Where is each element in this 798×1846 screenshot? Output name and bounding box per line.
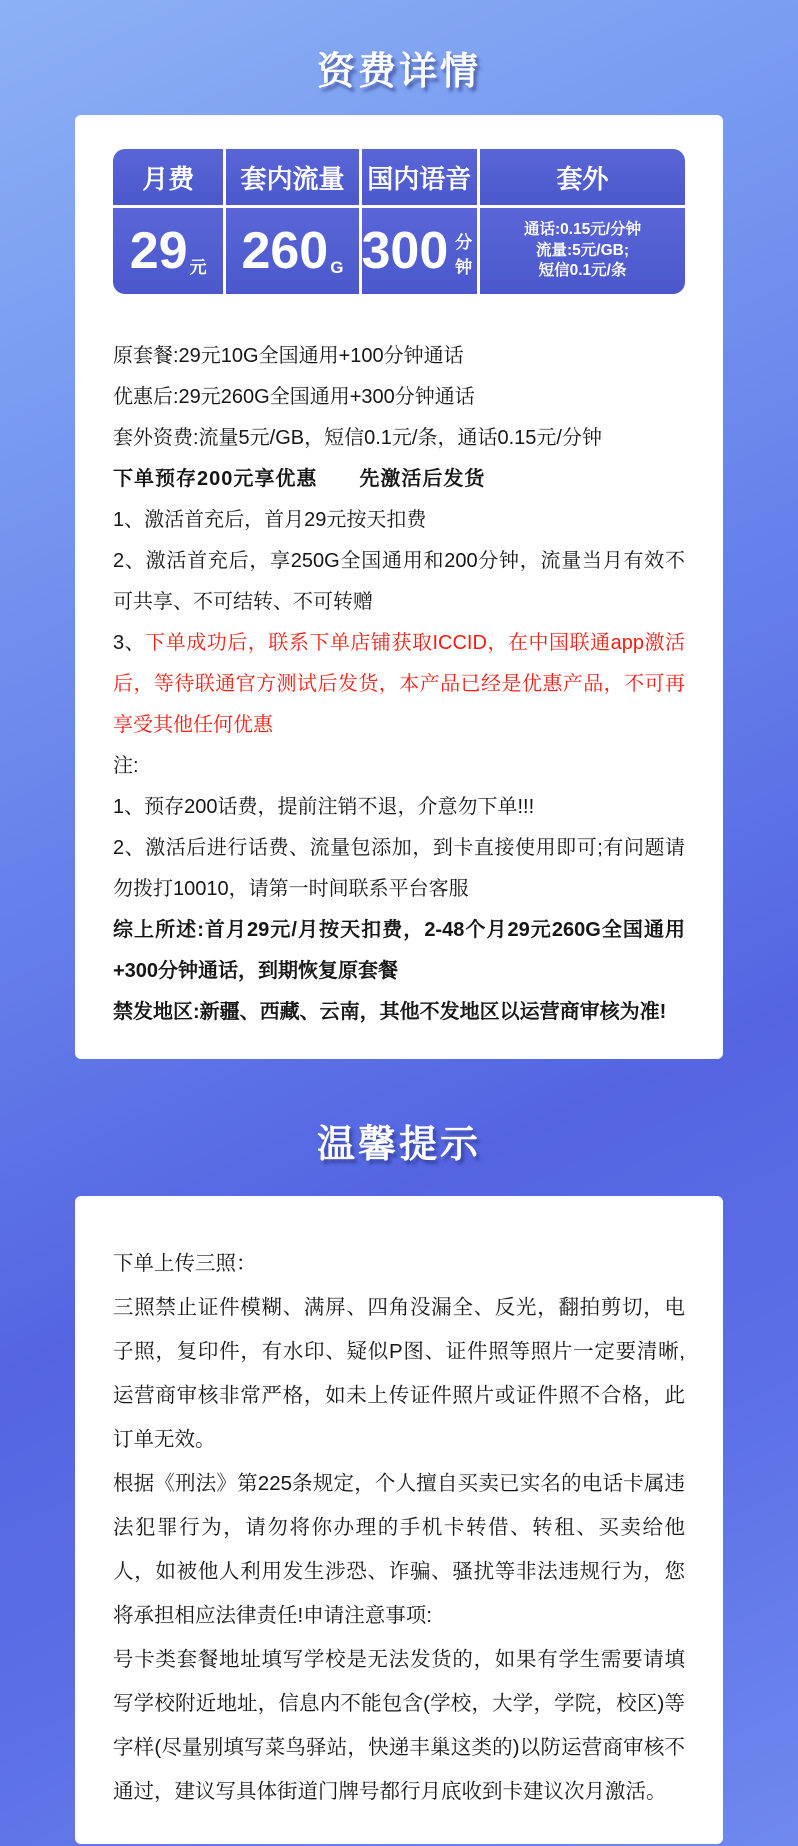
fee-details-text [113, 336, 685, 1033]
tips-card [75, 1196, 723, 1844]
data-amount-cell [226, 208, 358, 294]
note-1: 1、激活首充后，首月29元按天扣费 [113, 509, 427, 531]
plan-table-header-voice: 国内语音 [362, 149, 478, 205]
plan-table [113, 149, 685, 294]
note-3-prefix: 3、 [113, 632, 146, 654]
promo-headline: 下单预存200元享优惠 先激活后发货 [113, 468, 486, 490]
restricted-area-line: 禁发地区:新疆、西藏、云南，其他不发地区以运营商审核为准! [113, 1001, 667, 1023]
overage-fees-line: 套外资费:流量5元/GB，短信0.1元/条，通话0.15元/分钟 [113, 427, 602, 449]
plan-table-header-monthly-fee: 月费 [113, 149, 223, 205]
voice-amount-unit: 分钟 [455, 233, 473, 277]
remark-label: 注: [113, 755, 139, 777]
upload-label: 下单上传三照： [113, 1252, 257, 1275]
note-3-red-text: 下单成功后，联系下单店铺获取ICCID，在中国联通app激活后，等待联通官方测试后发货，本产品已经是优惠产品，不可再享受其他任何优惠 [113, 632, 686, 736]
note-2: 2、激活首充后，享250G全国通用和200分钟，流量当月有效不可共享、不可结转、不可转赠 [113, 550, 685, 613]
remark-1: 1、预存200话费，提前注销不退，介意勿下单!!! [113, 796, 535, 818]
legal-warning: 根据《刑法》第225条规定，个人擅自买卖已实名的电话卡属违法犯罪行为，请勿将你办理的手机卡转借、转租、买卖给他人，如被他人利用发生涉恐、诈骗、骚扰等非法违规行为，您将承担相应法律责任!申请注意事项: [113, 1472, 685, 1627]
original-plan-line: 原套餐:29元10G全国通用+100分钟通话 [113, 345, 464, 367]
plan-table-header-overage: 套外 [480, 149, 685, 205]
voice-amount-value: 300 [361, 222, 449, 280]
data-amount-value: 260 [241, 222, 329, 280]
fees-card [75, 115, 723, 1059]
data-amount-unit: G [330, 258, 344, 277]
discounted-plan-line: 优惠后:29元260G全国通用+300分钟通话 [113, 386, 475, 408]
fees-section-title: 资费详情 [316, 51, 481, 93]
photo-rules: 三照禁止证件模糊、满屏、四角没漏全、反光，翻拍剪切，电子照，复印件，有水印、疑似P图、证件照等照片一定要清晰,运营商审核非常严格，如未上传证件照片或证件照不合格，此订单无效。 [113, 1296, 685, 1451]
monthly-fee-value: 29 [129, 222, 188, 280]
monthly-fee-unit: 元 [189, 258, 207, 277]
address-notice: 号卡类套餐地址填写学校是无法发货的，如果有学生需要请填写学校附近地址，信息内不能包含(学校，大学，学院，校区)等字样(尽量别填写菜鸟驿站，快递丰巢这类的)以防运营商审核不通过，建议写具体街道门牌号都行月底收到卡建议次月激活。 [113, 1648, 685, 1803]
summary-line: 综上所述:首月29元/月按天扣费，2-48个月29元260G全国通用+300分钟通话，到期恢复原套餐 [113, 919, 685, 982]
voice-amount-cell [362, 208, 478, 294]
tips-text [113, 1242, 685, 1814]
plan-table-header-data: 套内流量 [226, 149, 358, 205]
overage-line-data: 流量:5元/GB; [536, 241, 630, 259]
remark-2: 2、激活后进行话费、流量包添加，到卡直接使用即可;有问题请勿拨打10010，请第一时间联系平台客服 [113, 837, 685, 900]
monthly-fee-cell [113, 208, 223, 294]
overage-line-call: 通话:0.15元/分钟 [523, 221, 642, 239]
overage-cell [480, 208, 685, 294]
overage-line-sms: 短信0.1元/条 [538, 262, 627, 280]
tips-section-title: 温馨提示 [316, 1124, 481, 1166]
note-3 [113, 623, 685, 746]
